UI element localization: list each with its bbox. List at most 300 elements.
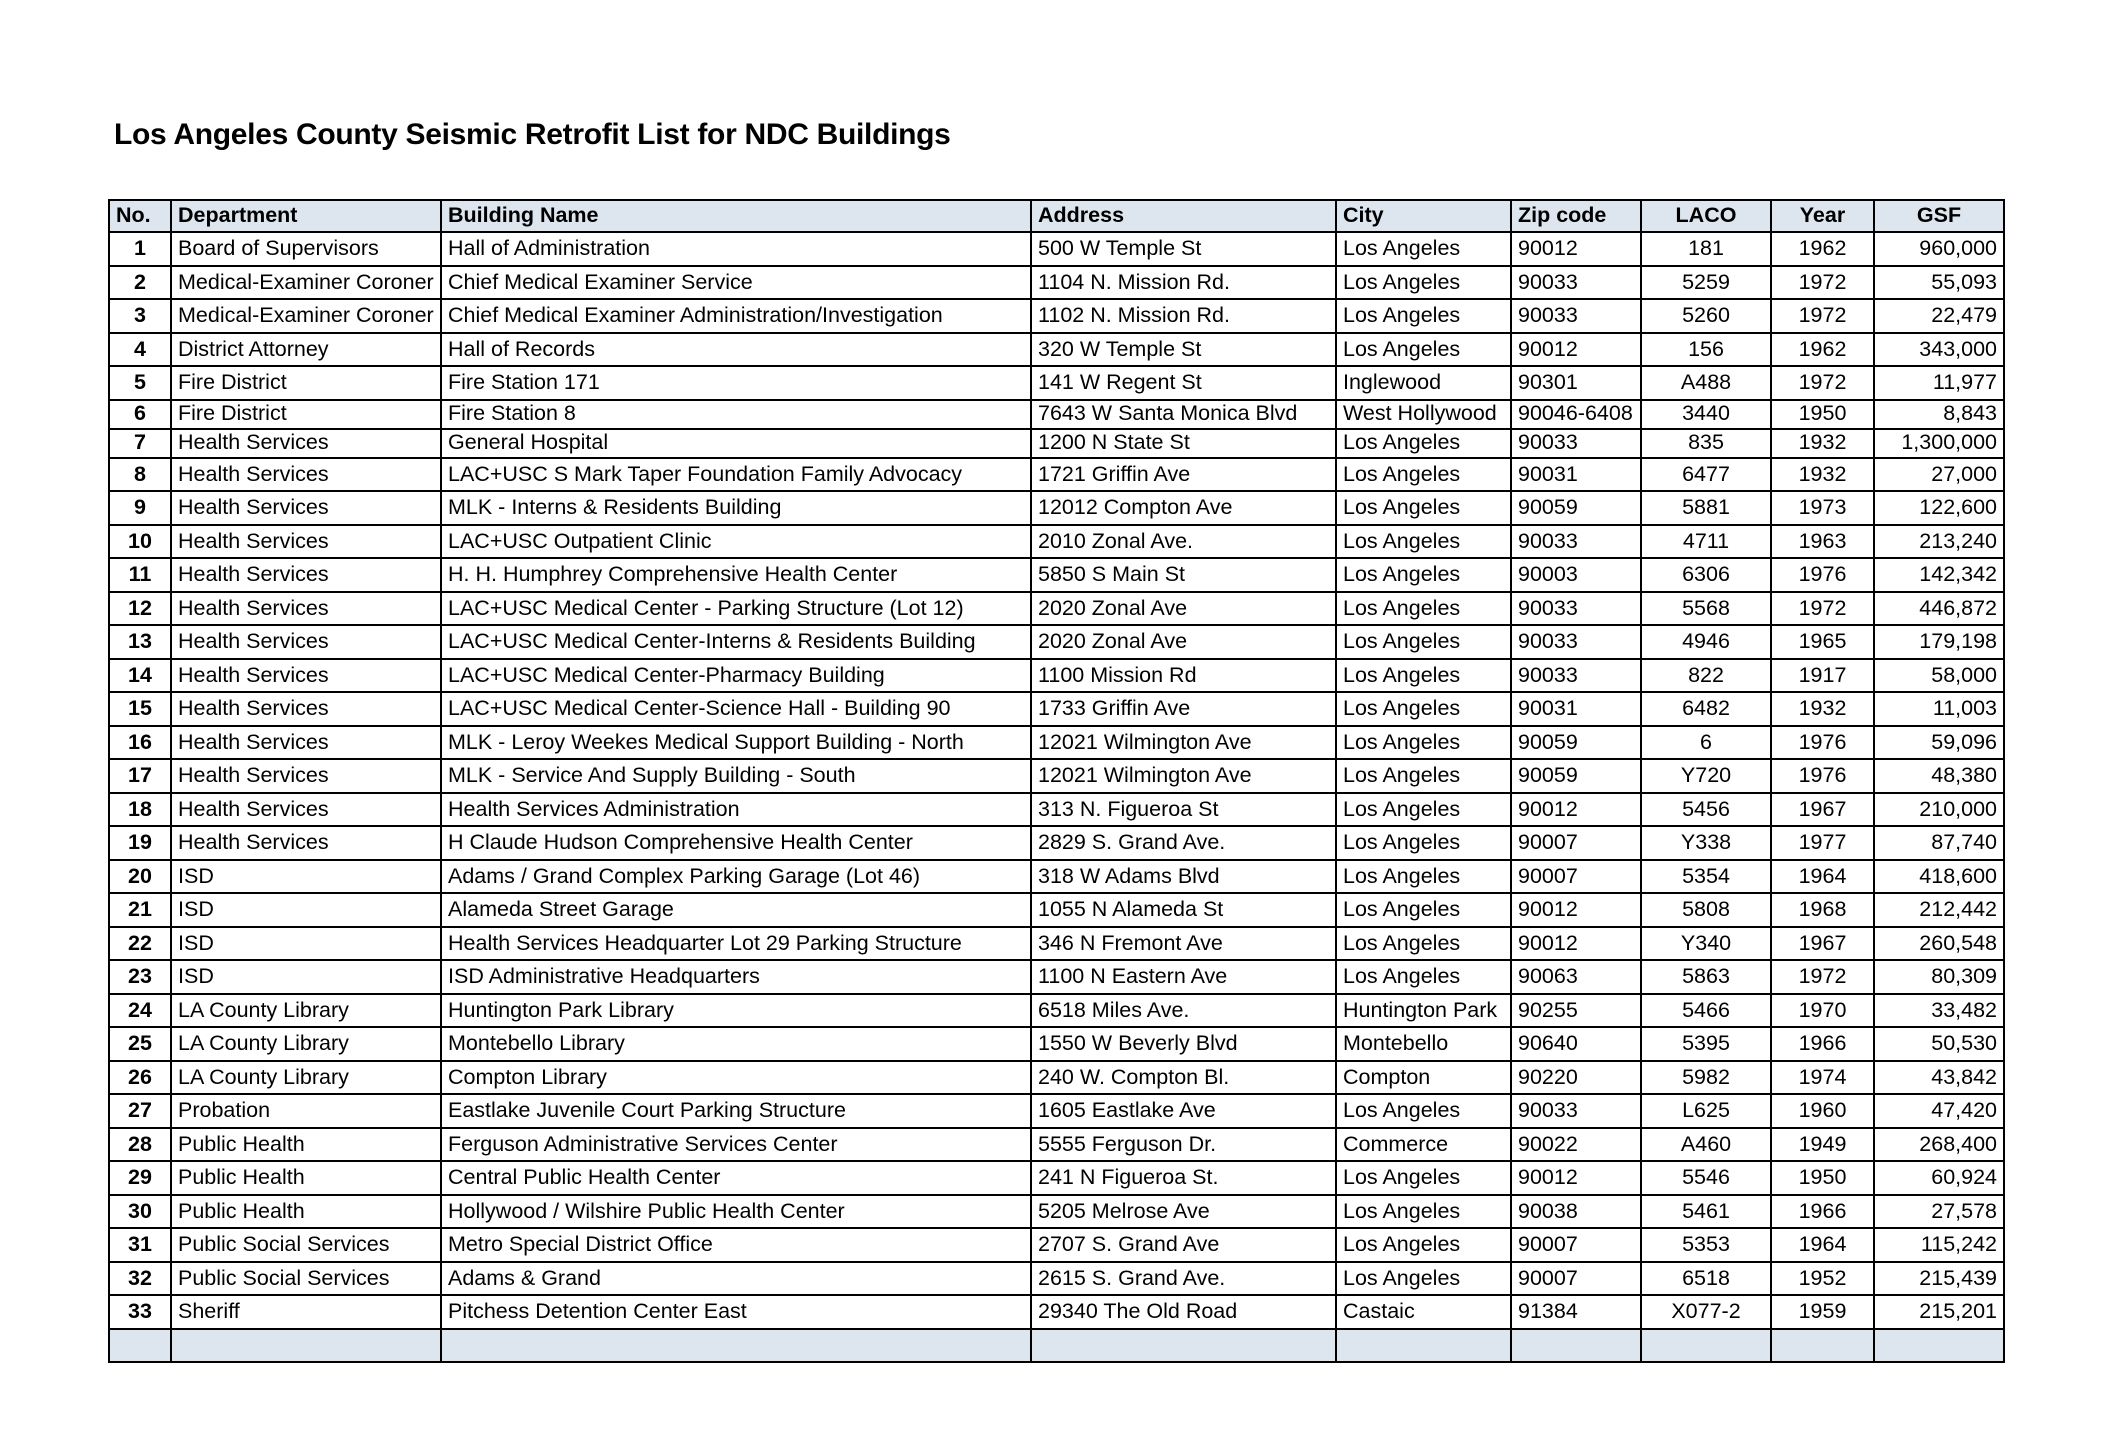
cell-gsf: 11,977	[1874, 366, 2004, 400]
cell-department: Public Social Services	[171, 1228, 441, 1262]
cell-building-name: Fire Station 171	[441, 366, 1031, 400]
cell-address: 500 W Temple St	[1031, 232, 1336, 266]
cell-address: 2020 Zonal Ave	[1031, 592, 1336, 626]
cell-year: 1966	[1771, 1027, 1874, 1061]
cell-department: Health Services	[171, 625, 441, 659]
cell-year: 1972	[1771, 592, 1874, 626]
table-row	[109, 592, 2004, 626]
cell-address: 2707 S. Grand Ave	[1031, 1228, 1336, 1262]
cell-no: 22	[109, 927, 171, 961]
cell-building-name: LAC+USC Outpatient Clinic	[441, 525, 1031, 559]
cell-gsf: 213,240	[1874, 525, 2004, 559]
cell-city: Castaic	[1336, 1295, 1511, 1329]
cell-zip-code: 90063	[1511, 960, 1641, 994]
cell-gsf: 418,600	[1874, 860, 2004, 894]
cell-laco: 5354	[1641, 860, 1771, 894]
cell-department: Health Services	[171, 491, 441, 525]
table-body	[109, 232, 2004, 1362]
cell-address: 5205 Melrose Ave	[1031, 1195, 1336, 1229]
cell-department: LA County Library	[171, 1061, 441, 1095]
cell-zip-code: 90301	[1511, 366, 1641, 400]
cell-year: 1917	[1771, 659, 1874, 693]
cell-building-name: Pitchess Detention Center East	[441, 1295, 1031, 1329]
cell-zip-code: 90022	[1511, 1128, 1641, 1162]
cell-city: Los Angeles	[1336, 1195, 1511, 1229]
cell-department: Sheriff	[171, 1295, 441, 1329]
cell-no: 16	[109, 726, 171, 760]
cell-laco: 5881	[1641, 491, 1771, 525]
cell-laco: Y720	[1641, 759, 1771, 793]
cell-gsf: 142,342	[1874, 558, 2004, 592]
blank-cell	[171, 1329, 441, 1362]
cell-laco: 6518	[1641, 1262, 1771, 1296]
cell-building-name: H. H. Humphrey Comprehensive Health Center	[441, 558, 1031, 592]
cell-no: 13	[109, 625, 171, 659]
cell-city: Commerce	[1336, 1128, 1511, 1162]
cell-year: 1970	[1771, 994, 1874, 1028]
cell-year: 1968	[1771, 893, 1874, 927]
blank-cell	[109, 1329, 171, 1362]
cell-address: 1055 N Alameda St	[1031, 893, 1336, 927]
table-row	[109, 333, 2004, 367]
cell-gsf: 80,309	[1874, 960, 2004, 994]
cell-gsf: 87,740	[1874, 826, 2004, 860]
cell-year: 1967	[1771, 927, 1874, 961]
cell-address: 1550 W Beverly Blvd	[1031, 1027, 1336, 1061]
cell-no: 6	[109, 400, 171, 429]
cell-laco: X077-2	[1641, 1295, 1771, 1329]
cell-zip-code: 90007	[1511, 1228, 1641, 1262]
cell-city: Los Angeles	[1336, 558, 1511, 592]
table-row	[109, 759, 2004, 793]
cell-building-name: LAC+USC Medical Center-Pharmacy Building	[441, 659, 1031, 693]
table-row	[109, 960, 2004, 994]
cell-no: 31	[109, 1228, 171, 1262]
cell-building-name: Chief Medical Examiner Administration/Investigation	[441, 299, 1031, 333]
cell-no: 15	[109, 692, 171, 726]
cell-building-name: LAC+USC Medical Center-Interns & Residents Building	[441, 625, 1031, 659]
cell-laco: 181	[1641, 232, 1771, 266]
cell-zip-code: 90031	[1511, 458, 1641, 492]
cell-building-name: Hall of Administration	[441, 232, 1031, 266]
cell-no: 19	[109, 826, 171, 860]
cell-year: 1966	[1771, 1195, 1874, 1229]
cell-address: 346 N Fremont Ave	[1031, 927, 1336, 961]
cell-address: 1100 Mission Rd	[1031, 659, 1336, 693]
col-header-laco: LACO	[1641, 200, 1771, 232]
table-row	[109, 458, 2004, 492]
cell-building-name: Hollywood / Wilshire Public Health Center	[441, 1195, 1031, 1229]
cell-address: 1200 N State St	[1031, 429, 1336, 458]
cell-city: Los Angeles	[1336, 429, 1511, 458]
cell-city: Los Angeles	[1336, 525, 1511, 559]
cell-no: 3	[109, 299, 171, 333]
cell-building-name: ISD Administrative Headquarters	[441, 960, 1031, 994]
cell-city: Los Angeles	[1336, 1161, 1511, 1195]
cell-department: Health Services	[171, 525, 441, 559]
cell-building-name: Eastlake Juvenile Court Parking Structure	[441, 1094, 1031, 1128]
cell-address: 241 N Figueroa St.	[1031, 1161, 1336, 1195]
cell-city: Los Angeles	[1336, 692, 1511, 726]
cell-department: ISD	[171, 960, 441, 994]
cell-address: 1104 N. Mission Rd.	[1031, 266, 1336, 300]
table-row	[109, 994, 2004, 1028]
cell-city: Los Angeles	[1336, 826, 1511, 860]
cell-gsf: 260,548	[1874, 927, 2004, 961]
cell-zip-code: 90007	[1511, 1262, 1641, 1296]
cell-laco: 156	[1641, 333, 1771, 367]
cell-address: 141 W Regent St	[1031, 366, 1336, 400]
cell-zip-code: 90059	[1511, 759, 1641, 793]
header-row	[109, 200, 2004, 232]
cell-department: ISD	[171, 893, 441, 927]
cell-year: 1960	[1771, 1094, 1874, 1128]
cell-department: LA County Library	[171, 994, 441, 1028]
cell-year: 1973	[1771, 491, 1874, 525]
cell-laco: 6	[1641, 726, 1771, 760]
cell-building-name: Hall of Records	[441, 333, 1031, 367]
table-row	[109, 1094, 2004, 1128]
cell-address: 1102 N. Mission Rd.	[1031, 299, 1336, 333]
cell-year: 1974	[1771, 1061, 1874, 1095]
blank-cell	[1031, 1329, 1336, 1362]
cell-city: Los Angeles	[1336, 1262, 1511, 1296]
cell-address: 29340 The Old Road	[1031, 1295, 1336, 1329]
cell-building-name: MLK - Interns & Residents Building	[441, 491, 1031, 525]
cell-no: 10	[109, 525, 171, 559]
cell-city: Los Angeles	[1336, 333, 1511, 367]
cell-address: 313 N. Figueroa St	[1031, 793, 1336, 827]
cell-department: Health Services	[171, 793, 441, 827]
cell-laco: L625	[1641, 1094, 1771, 1128]
cell-zip-code: 90012	[1511, 893, 1641, 927]
table-row	[109, 1161, 2004, 1195]
table-row	[109, 429, 2004, 458]
cell-year: 1964	[1771, 860, 1874, 894]
cell-building-name: Ferguson Administrative Services Center	[441, 1128, 1031, 1162]
cell-laco: 5863	[1641, 960, 1771, 994]
col-header-building-name: Building Name	[441, 200, 1031, 232]
cell-no: 17	[109, 759, 171, 793]
cell-city: Los Angeles	[1336, 625, 1511, 659]
cell-building-name: Metro Special District Office	[441, 1228, 1031, 1262]
cell-zip-code: 90033	[1511, 1094, 1641, 1128]
cell-laco: 835	[1641, 429, 1771, 458]
cell-zip-code: 90059	[1511, 726, 1641, 760]
col-header-zip-code: Zip code	[1511, 200, 1641, 232]
cell-no: 33	[109, 1295, 171, 1329]
cell-address: 320 W Temple St	[1031, 333, 1336, 367]
cell-year: 1967	[1771, 793, 1874, 827]
cell-building-name: Health Services Administration	[441, 793, 1031, 827]
cell-department: LA County Library	[171, 1027, 441, 1061]
cell-no: 23	[109, 960, 171, 994]
cell-city: Los Angeles	[1336, 960, 1511, 994]
cell-city: Los Angeles	[1336, 592, 1511, 626]
cell-gsf: 122,600	[1874, 491, 2004, 525]
cell-no: 2	[109, 266, 171, 300]
cell-department: Health Services	[171, 458, 441, 492]
cell-city: Los Angeles	[1336, 860, 1511, 894]
table-row	[109, 232, 2004, 266]
cell-zip-code: 91384	[1511, 1295, 1641, 1329]
cell-city: Los Angeles	[1336, 759, 1511, 793]
cell-year: 1950	[1771, 400, 1874, 429]
cell-gsf: 50,530	[1874, 1027, 2004, 1061]
cell-building-name: Adams & Grand	[441, 1262, 1031, 1296]
cell-zip-code: 90012	[1511, 333, 1641, 367]
cell-year: 1976	[1771, 558, 1874, 592]
cell-gsf: 215,439	[1874, 1262, 2004, 1296]
cell-no: 25	[109, 1027, 171, 1061]
cell-city: Huntington Park	[1336, 994, 1511, 1028]
cell-gsf: 115,242	[1874, 1228, 2004, 1262]
cell-no: 1	[109, 232, 171, 266]
cell-year: 1959	[1771, 1295, 1874, 1329]
cell-no: 26	[109, 1061, 171, 1095]
cell-department: Medical-Examiner Coroner	[171, 266, 441, 300]
cell-year: 1972	[1771, 299, 1874, 333]
cell-city: Los Angeles	[1336, 299, 1511, 333]
cell-zip-code: 90640	[1511, 1027, 1641, 1061]
table-row	[109, 793, 2004, 827]
cell-gsf: 22,479	[1874, 299, 2004, 333]
cell-year: 1976	[1771, 726, 1874, 760]
cell-city: Los Angeles	[1336, 266, 1511, 300]
cell-address: 2010 Zonal Ave.	[1031, 525, 1336, 559]
cell-year: 1976	[1771, 759, 1874, 793]
retrofit-table	[108, 199, 2005, 1363]
cell-address: 240 W. Compton Bl.	[1031, 1061, 1336, 1095]
cell-laco: 6306	[1641, 558, 1771, 592]
cell-address: 1605 Eastlake Ave	[1031, 1094, 1336, 1128]
col-header-address: Address	[1031, 200, 1336, 232]
cell-address: 2020 Zonal Ave	[1031, 625, 1336, 659]
cell-address: 7643 W Santa Monica Blvd	[1031, 400, 1336, 429]
cell-laco: 5466	[1641, 994, 1771, 1028]
blank-cell	[1771, 1329, 1874, 1362]
cell-zip-code: 90012	[1511, 793, 1641, 827]
cell-department: Fire District	[171, 400, 441, 429]
cell-laco: 5546	[1641, 1161, 1771, 1195]
blank-row	[109, 1329, 2004, 1362]
cell-no: 12	[109, 592, 171, 626]
cell-laco: A488	[1641, 366, 1771, 400]
cell-zip-code: 90012	[1511, 232, 1641, 266]
cell-gsf: 60,924	[1874, 1161, 2004, 1195]
cell-department: Health Services	[171, 429, 441, 458]
cell-year: 1962	[1771, 232, 1874, 266]
table-row	[109, 1128, 2004, 1162]
table-row	[109, 927, 2004, 961]
cell-address: 318 W Adams Blvd	[1031, 860, 1336, 894]
cell-department: ISD	[171, 860, 441, 894]
cell-building-name: Central Public Health Center	[441, 1161, 1031, 1195]
cell-city: Los Angeles	[1336, 1228, 1511, 1262]
cell-zip-code: 90046-6408	[1511, 400, 1641, 429]
cell-department: Health Services	[171, 692, 441, 726]
cell-year: 1932	[1771, 429, 1874, 458]
cell-city: Los Angeles	[1336, 1094, 1511, 1128]
table-row	[109, 1195, 2004, 1229]
cell-gsf: 48,380	[1874, 759, 2004, 793]
cell-laco: 4711	[1641, 525, 1771, 559]
cell-zip-code: 90033	[1511, 625, 1641, 659]
cell-department: Medical-Examiner Coroner	[171, 299, 441, 333]
cell-no: 32	[109, 1262, 171, 1296]
cell-laco: 5568	[1641, 592, 1771, 626]
cell-gsf: 446,872	[1874, 592, 2004, 626]
blank-cell	[1511, 1329, 1641, 1362]
cell-zip-code: 90038	[1511, 1195, 1641, 1229]
cell-address: 1733 Griffin Ave	[1031, 692, 1336, 726]
col-header-no: No.	[109, 200, 171, 232]
cell-no: 8	[109, 458, 171, 492]
table-row	[109, 625, 2004, 659]
cell-city: Los Angeles	[1336, 726, 1511, 760]
cell-address: 5555 Ferguson Dr.	[1031, 1128, 1336, 1162]
cell-laco: 5461	[1641, 1195, 1771, 1229]
cell-department: Public Health	[171, 1195, 441, 1229]
cell-no: 24	[109, 994, 171, 1028]
cell-department: ISD	[171, 927, 441, 961]
table-row	[109, 1228, 2004, 1262]
cell-address: 2829 S. Grand Ave.	[1031, 826, 1336, 860]
table-row	[109, 659, 2004, 693]
cell-zip-code: 90255	[1511, 994, 1641, 1028]
col-header-department: Department	[171, 200, 441, 232]
cell-laco: 5259	[1641, 266, 1771, 300]
table-row	[109, 860, 2004, 894]
blank-cell	[1874, 1329, 2004, 1362]
cell-no: 9	[109, 491, 171, 525]
table-row	[109, 366, 2004, 400]
cell-address: 12012 Compton Ave	[1031, 491, 1336, 525]
cell-zip-code: 90059	[1511, 491, 1641, 525]
cell-city: West Hollywood	[1336, 400, 1511, 429]
cell-address: 1721 Griffin Ave	[1031, 458, 1336, 492]
cell-building-name: LAC+USC Medical Center - Parking Structure (Lot 12)	[441, 592, 1031, 626]
cell-department: District Attorney	[171, 333, 441, 367]
cell-building-name: General Hospital	[441, 429, 1031, 458]
cell-no: 30	[109, 1195, 171, 1229]
cell-laco: A460	[1641, 1128, 1771, 1162]
cell-no: 14	[109, 659, 171, 693]
cell-address: 6518 Miles Ave.	[1031, 994, 1336, 1028]
cell-gsf: 8,843	[1874, 400, 2004, 429]
cell-building-name: Alameda Street Garage	[441, 893, 1031, 927]
cell-gsf: 268,400	[1874, 1128, 2004, 1162]
cell-building-name: Adams / Grand Complex Parking Garage (Lot 46)	[441, 860, 1031, 894]
cell-laco: 5456	[1641, 793, 1771, 827]
cell-year: 1952	[1771, 1262, 1874, 1296]
cell-year: 1972	[1771, 266, 1874, 300]
cell-zip-code: 90220	[1511, 1061, 1641, 1095]
table-row	[109, 893, 2004, 927]
cell-laco: Y340	[1641, 927, 1771, 961]
cell-year: 1949	[1771, 1128, 1874, 1162]
cell-city: Inglewood	[1336, 366, 1511, 400]
cell-address: 2615 S. Grand Ave.	[1031, 1262, 1336, 1296]
cell-no: 7	[109, 429, 171, 458]
cell-gsf: 215,201	[1874, 1295, 2004, 1329]
cell-building-name: Chief Medical Examiner Service	[441, 266, 1031, 300]
cell-zip-code: 90033	[1511, 266, 1641, 300]
table-row	[109, 525, 2004, 559]
cell-city: Montebello	[1336, 1027, 1511, 1061]
cell-laco: 5982	[1641, 1061, 1771, 1095]
page-title: Los Angeles County Seismic Retrofit List for NDC Buildings	[114, 118, 951, 151]
table-row	[109, 692, 2004, 726]
cell-laco: 5353	[1641, 1228, 1771, 1262]
cell-department: Health Services	[171, 659, 441, 693]
cell-zip-code: 90033	[1511, 525, 1641, 559]
cell-city: Compton	[1336, 1061, 1511, 1095]
cell-city: Los Angeles	[1336, 491, 1511, 525]
table-row	[109, 1295, 2004, 1329]
table-row	[109, 491, 2004, 525]
cell-year: 1950	[1771, 1161, 1874, 1195]
cell-year: 1964	[1771, 1228, 1874, 1262]
cell-laco: Y338	[1641, 826, 1771, 860]
cell-building-name: LAC+USC Medical Center-Science Hall - Building 90	[441, 692, 1031, 726]
cell-department: Health Services	[171, 826, 441, 860]
cell-laco: 5808	[1641, 893, 1771, 927]
cell-no: 29	[109, 1161, 171, 1195]
cell-department: Health Services	[171, 592, 441, 626]
cell-city: Los Angeles	[1336, 927, 1511, 961]
cell-laco: 4946	[1641, 625, 1771, 659]
cell-laco: 5260	[1641, 299, 1771, 333]
cell-address: 5850 S Main St	[1031, 558, 1336, 592]
cell-zip-code: 90012	[1511, 927, 1641, 961]
cell-year: 1972	[1771, 960, 1874, 994]
cell-city: Los Angeles	[1336, 793, 1511, 827]
cell-department: Health Services	[171, 726, 441, 760]
cell-laco: 3440	[1641, 400, 1771, 429]
cell-department: Board of Supervisors	[171, 232, 441, 266]
cell-city: Los Angeles	[1336, 458, 1511, 492]
cell-year: 1972	[1771, 366, 1874, 400]
cell-no: 5	[109, 366, 171, 400]
cell-gsf: 212,442	[1874, 893, 2004, 927]
cell-city: Los Angeles	[1336, 893, 1511, 927]
table-row	[109, 726, 2004, 760]
cell-gsf: 33,482	[1874, 994, 2004, 1028]
cell-department: Public Social Services	[171, 1262, 441, 1296]
cell-gsf: 43,842	[1874, 1061, 2004, 1095]
cell-department: Health Services	[171, 759, 441, 793]
cell-year: 1965	[1771, 625, 1874, 659]
cell-gsf: 343,000	[1874, 333, 2004, 367]
cell-zip-code: 90012	[1511, 1161, 1641, 1195]
table-row	[109, 826, 2004, 860]
cell-gsf: 11,003	[1874, 692, 2004, 726]
cell-no: 20	[109, 860, 171, 894]
cell-zip-code: 90031	[1511, 692, 1641, 726]
table-row	[109, 1262, 2004, 1296]
col-header-year: Year	[1771, 200, 1874, 232]
table-row	[109, 1027, 2004, 1061]
cell-no: 18	[109, 793, 171, 827]
cell-department: Fire District	[171, 366, 441, 400]
blank-cell	[1641, 1329, 1771, 1362]
col-header-gsf: GSF	[1874, 200, 2004, 232]
cell-zip-code: 90033	[1511, 592, 1641, 626]
cell-building-name: MLK - Service And Supply Building - South	[441, 759, 1031, 793]
cell-year: 1962	[1771, 333, 1874, 367]
cell-gsf: 960,000	[1874, 232, 2004, 266]
